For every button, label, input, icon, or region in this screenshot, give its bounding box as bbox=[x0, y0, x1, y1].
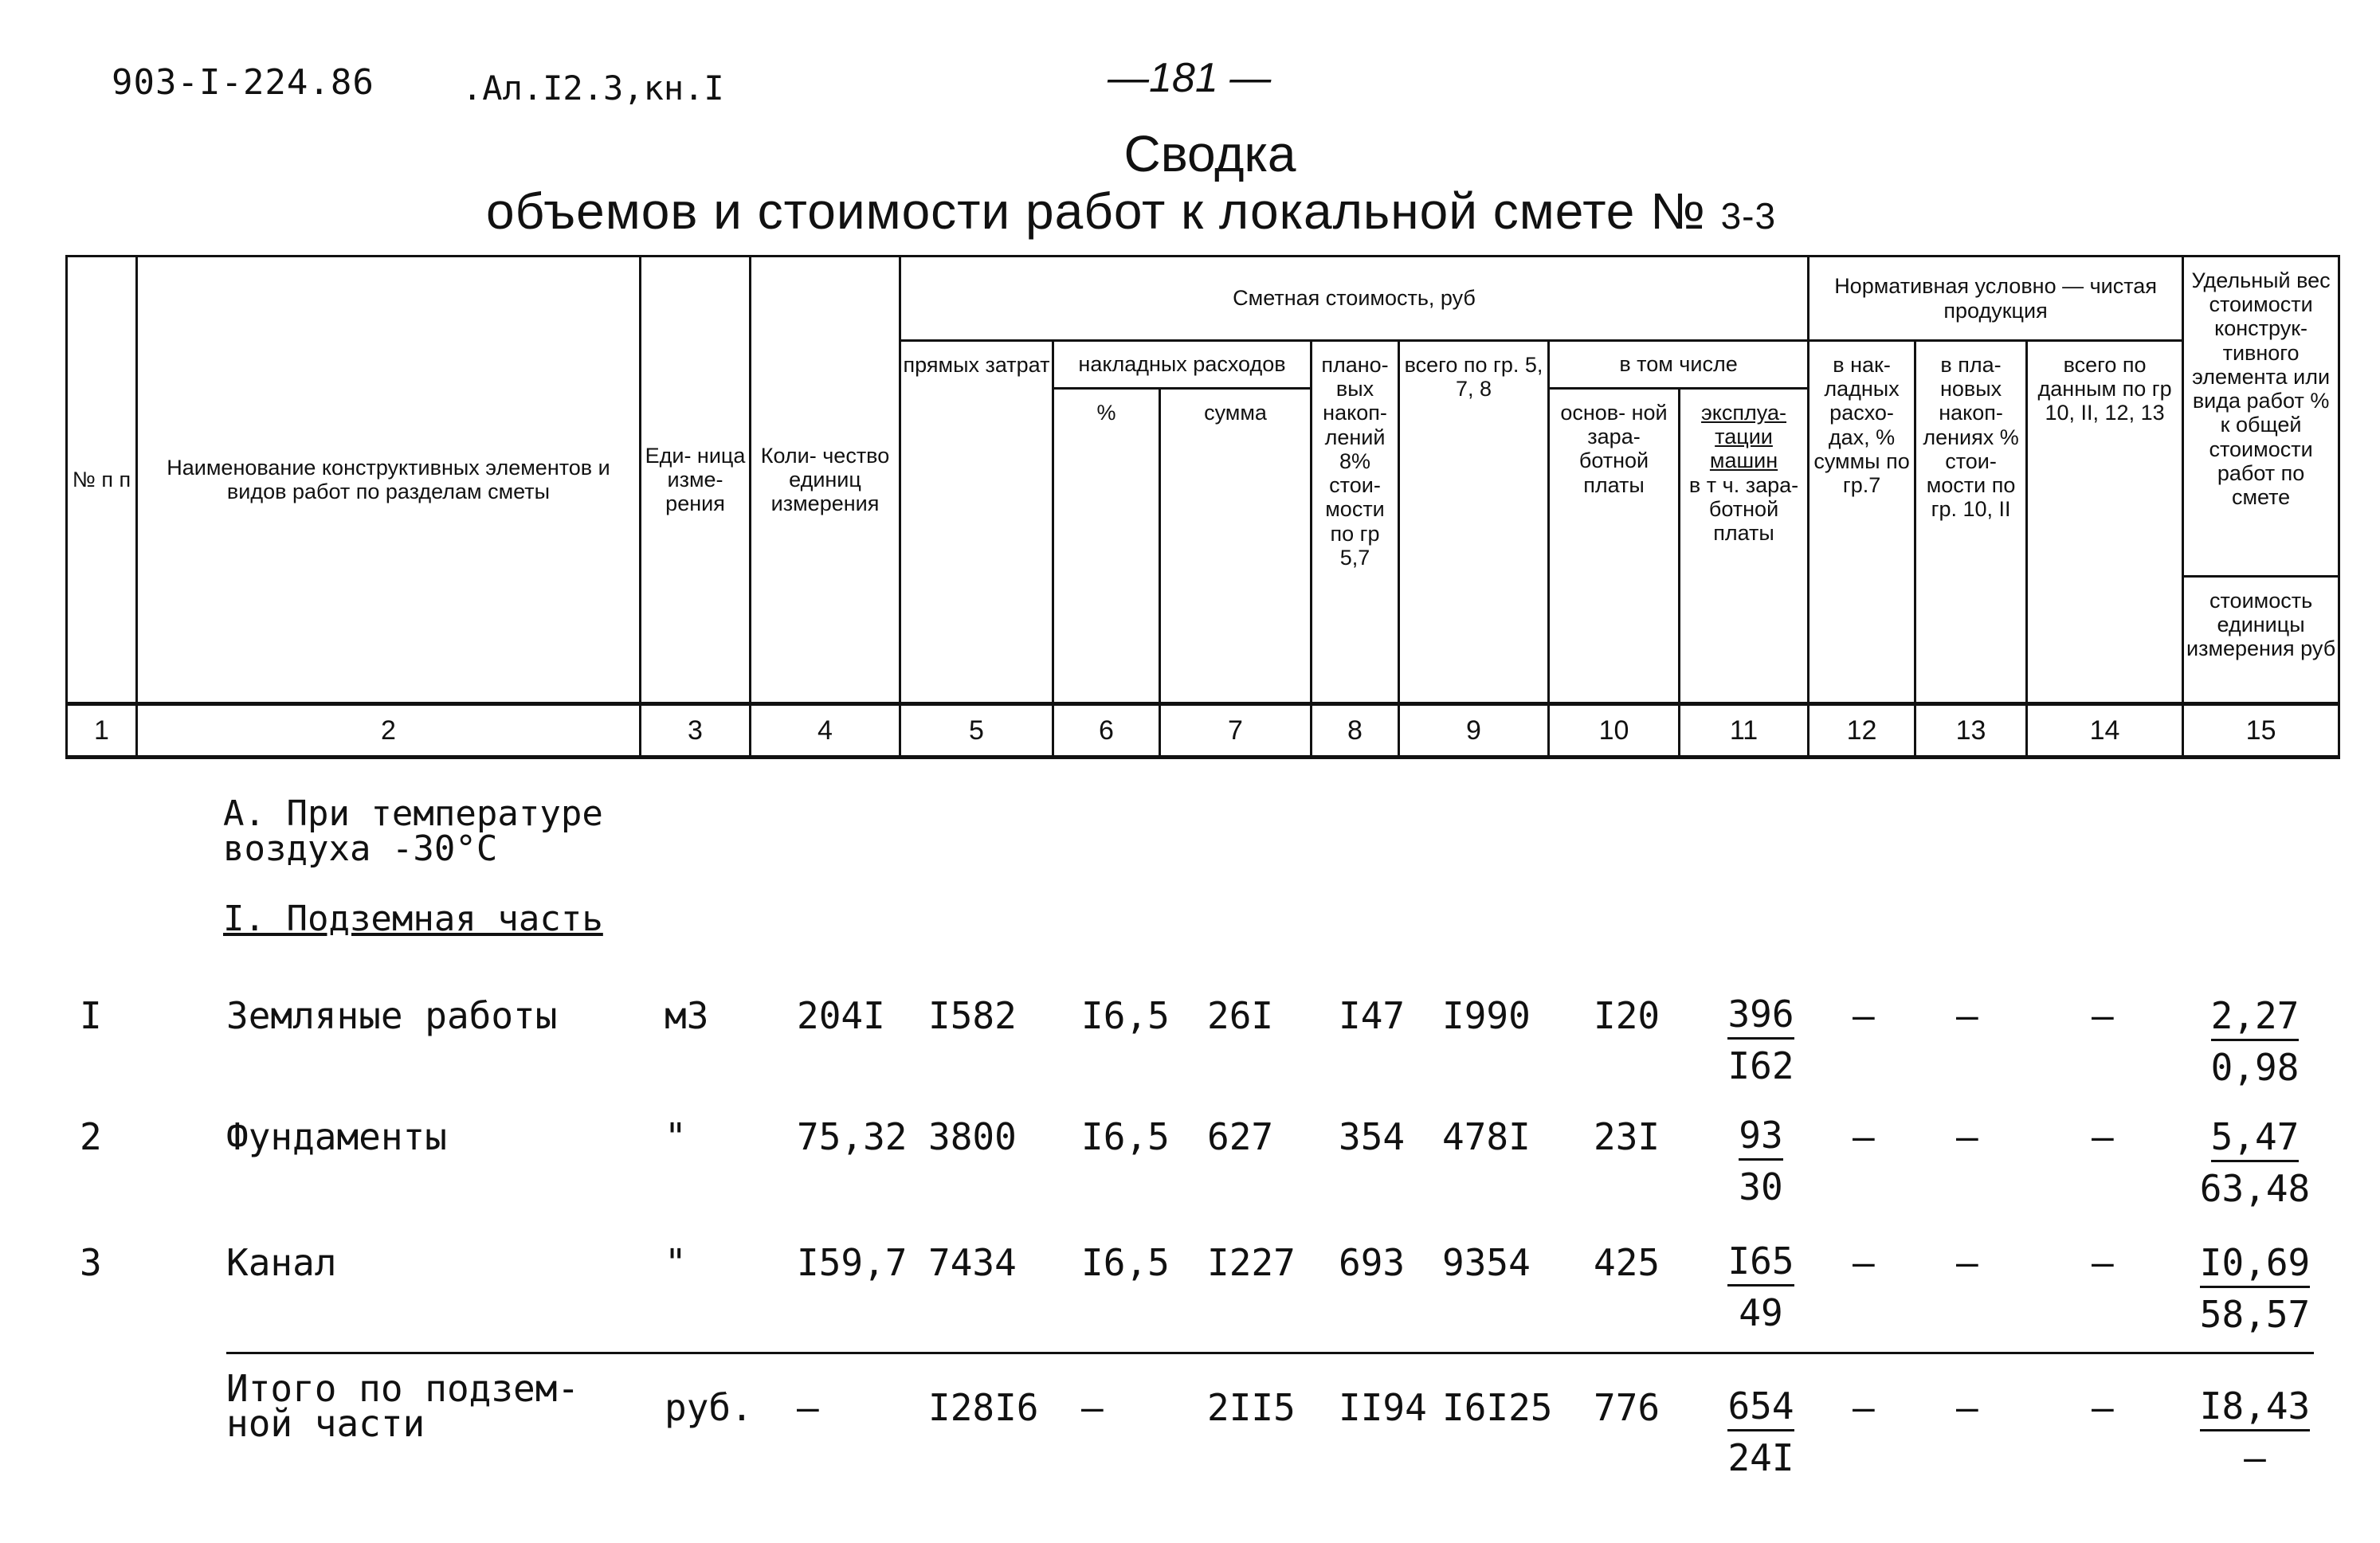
col-number: 15 bbox=[2183, 704, 2339, 758]
row-pct: I6,5 bbox=[1081, 1241, 1170, 1284]
row-salary: I20 bbox=[1594, 994, 1661, 1037]
row-sum: 627 bbox=[1207, 1115, 1274, 1158]
row-pct: I6,5 bbox=[1081, 994, 1170, 1037]
row-c13: – bbox=[1956, 994, 1978, 1037]
title-text: объемов и стоимости работ к локальной смете № bbox=[486, 182, 1706, 240]
col-number: 11 bbox=[1680, 704, 1809, 758]
col-number: 4 bbox=[751, 704, 900, 758]
col-header-overhead-percent: % bbox=[1053, 389, 1160, 704]
row-unit-cost: 58,57 bbox=[2199, 1293, 2311, 1336]
row-qty: I59,7 bbox=[797, 1241, 908, 1284]
col-header-direct: прямых затрат bbox=[900, 341, 1053, 704]
total-pct: – bbox=[1081, 1386, 1104, 1429]
total-unit: руб. bbox=[665, 1386, 753, 1429]
row-qty: 75,32 bbox=[797, 1115, 908, 1158]
row-sum: I227 bbox=[1207, 1241, 1296, 1284]
section-heading-temperature: А. При температуре воздуха -30°С bbox=[223, 793, 603, 869]
row-c12: – bbox=[1853, 1115, 1875, 1158]
row-share bbox=[2183, 994, 2327, 1089]
row-salary: 425 bbox=[1594, 1241, 1661, 1284]
row-machines bbox=[1713, 1114, 1809, 1208]
total-name-line-1: Итого по подзем- bbox=[226, 1367, 580, 1410]
row-machines-bottom: 30 bbox=[1739, 1165, 1783, 1208]
total-machines bbox=[1713, 1384, 1809, 1479]
col-number: 8 bbox=[1312, 704, 1399, 758]
header-table bbox=[65, 255, 2340, 759]
col-header-number: № п п bbox=[67, 257, 137, 704]
total-sum: 2II5 bbox=[1207, 1386, 1296, 1429]
total-c14: – bbox=[2092, 1386, 2114, 1429]
total-machines-top: 654 bbox=[1727, 1388, 1794, 1431]
row-c13: – bbox=[1956, 1115, 1978, 1158]
row-share-top: 5,47 bbox=[2211, 1118, 2300, 1162]
col-number: 2 bbox=[137, 704, 641, 758]
row-number: I bbox=[80, 994, 102, 1037]
total-separator-line bbox=[226, 1352, 2314, 1354]
total-unit-cost: – bbox=[2244, 1436, 2266, 1479]
row-direct: 7434 bbox=[928, 1241, 1017, 1284]
row-planned: I47 bbox=[1339, 994, 1406, 1037]
row-total: 478I bbox=[1442, 1115, 1531, 1158]
col-number: 3 bbox=[641, 704, 751, 758]
row-name: Канал bbox=[226, 1241, 337, 1284]
row-c14: – bbox=[2092, 1241, 2114, 1284]
row-machines-top: 396 bbox=[1727, 996, 1794, 1040]
col-header-overhead-sum: сумма bbox=[1160, 389, 1312, 704]
row-share-top: I0,69 bbox=[2200, 1244, 2310, 1288]
row-machines-top: 93 bbox=[1739, 1117, 1782, 1161]
row-unit-cost: 63,48 bbox=[2199, 1167, 2311, 1210]
row-share-top: 2,27 bbox=[2211, 997, 2300, 1041]
row-unit: " bbox=[665, 1115, 687, 1158]
col-header-name: Наименование конструктивных элементов и видов работ по разделам сметы bbox=[137, 257, 641, 704]
row-salary: 23I bbox=[1594, 1115, 1661, 1158]
row-name: Фундаменты bbox=[226, 1115, 447, 1158]
total-planned: II94 bbox=[1339, 1386, 1427, 1429]
row-share bbox=[2183, 1115, 2327, 1210]
col-header-machines bbox=[1680, 389, 1809, 704]
group-header-overhead: накладных расходов bbox=[1053, 341, 1312, 389]
row-machines bbox=[1713, 993, 1809, 1087]
row-machines bbox=[1713, 1239, 1809, 1334]
row-name: Земляные работы bbox=[226, 994, 558, 1037]
row-number: 3 bbox=[80, 1241, 102, 1284]
row-total: 9354 bbox=[1442, 1241, 1531, 1284]
col-number: 13 bbox=[1915, 704, 2027, 758]
col-number: 1 bbox=[67, 704, 137, 758]
page-number: —181 — bbox=[1108, 55, 1272, 101]
col-header-planned: плано- вых накоп- лений 8% стои- мости по гр 5,7 bbox=[1312, 341, 1399, 704]
row-pct: I6,5 bbox=[1081, 1115, 1170, 1158]
group-header-cost: Сметная стоимость, руб bbox=[900, 257, 1809, 341]
row-machines-bottom: 49 bbox=[1739, 1291, 1783, 1334]
total-salary: 776 bbox=[1594, 1386, 1661, 1429]
row-c14: – bbox=[2092, 1115, 2114, 1158]
col-header-machines-top: эксплуа- тации машин bbox=[1701, 401, 1787, 473]
group-header-including: в том числе bbox=[1549, 341, 1809, 389]
section-heading-underground bbox=[223, 899, 603, 939]
col-number: 10 bbox=[1549, 704, 1680, 758]
row-direct: 3800 bbox=[928, 1115, 1017, 1158]
row-qty: 204I bbox=[797, 994, 885, 1037]
row-total: I990 bbox=[1442, 994, 1531, 1037]
col-header-share: Удельный вес стоимости конструк- тивного элемента или вида работ % к общей стоимости работ по смете bbox=[2183, 257, 2339, 577]
total-name-line-2: ной части bbox=[226, 1402, 425, 1445]
col-header-total: всего по гр. 5, 7, 8 bbox=[1399, 341, 1549, 704]
col-header-unit-cost: стоимость единицы измерения руб bbox=[2183, 577, 2339, 704]
row-c13: – bbox=[1956, 1241, 1978, 1284]
total-machines-bottom: 24I bbox=[1727, 1436, 1794, 1479]
col-number: 7 bbox=[1160, 704, 1312, 758]
total-total: I6I25 bbox=[1442, 1386, 1553, 1429]
row-planned: 693 bbox=[1339, 1241, 1406, 1284]
total-c13: – bbox=[1956, 1386, 1978, 1429]
col-header-planned-pct: в пла- новых накоп- лениях % стои- мости по гр. 10, II bbox=[1915, 341, 2027, 704]
col-number: 5 bbox=[900, 704, 1053, 758]
row-share bbox=[2183, 1241, 2327, 1336]
total-c12: – bbox=[1853, 1386, 1875, 1429]
section-heading-underground-text: I. Подземная часть bbox=[223, 899, 603, 939]
total-qty: – bbox=[797, 1386, 819, 1429]
row-machines-top: I65 bbox=[1727, 1243, 1794, 1286]
document-code: 903-I-224.86 bbox=[112, 62, 374, 103]
col-header-machines-bottom: в т ч. зара- ботной платы bbox=[1688, 472, 1799, 546]
title-line-1: Сводка bbox=[1123, 125, 1296, 182]
title-line-2 bbox=[486, 182, 1776, 241]
document-reference: .Ал.I2.3,кн.I bbox=[462, 69, 724, 108]
row-unit: " bbox=[665, 1241, 687, 1284]
row-sum: 26I bbox=[1207, 994, 1274, 1037]
col-header-quantity: Коли- чество единиц измерения bbox=[751, 257, 900, 704]
col-number: 6 bbox=[1053, 704, 1160, 758]
total-share-top: I8,43 bbox=[2200, 1388, 2310, 1431]
col-number: 14 bbox=[2027, 704, 2183, 758]
total-share bbox=[2183, 1384, 2327, 1479]
col-number: 12 bbox=[1809, 704, 1915, 758]
col-header-norm-total: всего по данным по гр 10, II, 12, 13 bbox=[2027, 341, 2183, 704]
group-header-norm: Нормативная условно — чистая продукция bbox=[1809, 257, 2183, 341]
row-c12: – bbox=[1853, 994, 1875, 1037]
row-direct: I582 bbox=[928, 994, 1017, 1037]
row-number: 2 bbox=[80, 1115, 102, 1158]
row-c12: – bbox=[1853, 1241, 1875, 1284]
col-header-overhead-pct: в нак- ладных расхо- дах, % суммы по гр.7 bbox=[1809, 341, 1915, 704]
total-direct: I28I6 bbox=[928, 1386, 1039, 1429]
col-header-salary: основ- ной зара- ботной платы bbox=[1549, 389, 1680, 704]
row-machines-bottom: I62 bbox=[1727, 1044, 1794, 1087]
row-unit-cost: 0,98 bbox=[2210, 1046, 2300, 1089]
estimate-number: 3-3 bbox=[1720, 195, 1777, 237]
col-number: 9 bbox=[1399, 704, 1549, 758]
row-c14: – bbox=[2092, 994, 2114, 1037]
row-unit: м3 bbox=[665, 994, 709, 1037]
row-planned: 354 bbox=[1339, 1115, 1406, 1158]
col-header-unit: Еди- ница изме- рения bbox=[641, 257, 751, 704]
